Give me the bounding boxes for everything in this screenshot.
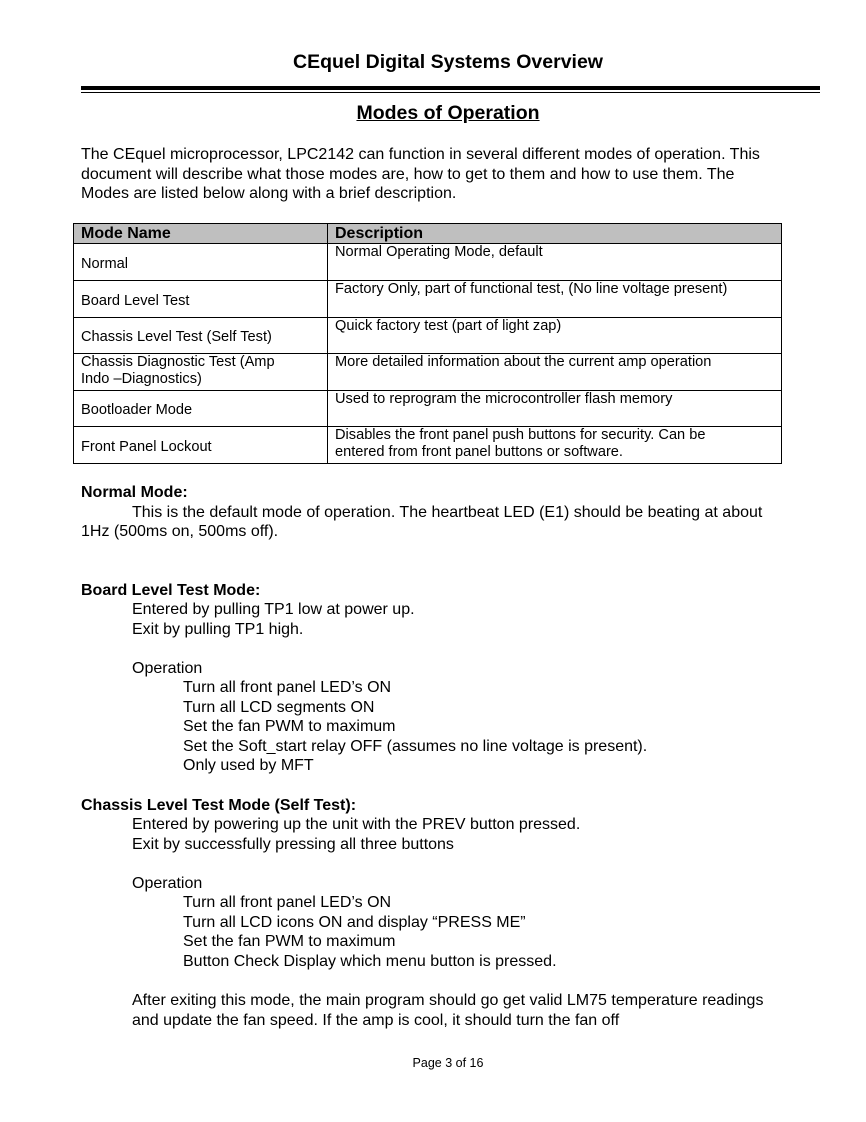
- intro-line: document will describe what those modes are, how to get to them and how to use them. The: [81, 165, 735, 183]
- board-operation-list: [183, 678, 647, 776]
- mode-description: Used to reprogram the microcontroller flash memory: [328, 391, 782, 427]
- operation-item: Button Check Display which menu button is pressed.: [183, 952, 557, 970]
- mode-name: [74, 354, 328, 391]
- text-line: Exit by successfully pressing all three buttons: [132, 835, 454, 853]
- table-header-row: [74, 224, 782, 244]
- table-row: [74, 281, 782, 318]
- normal-mode-text: 1Hz (500ms on, 500ms off).: [81, 523, 279, 540]
- text-line: Entered by powering up the unit with the PREV button pressed.: [132, 816, 581, 833]
- table-row: [74, 427, 782, 464]
- header-mode-name: Mode Name: [74, 224, 328, 244]
- operation-item: Turn all front panel LED’s ON: [183, 894, 392, 911]
- mode-name: Chassis Level Test (Self Test): [74, 318, 328, 354]
- mode-description: More detailed information about the current amp operation: [328, 354, 782, 391]
- board-test-heading: Board Level Test Mode:: [81, 582, 261, 599]
- mode-description: Normal Operating Mode, default: [328, 244, 782, 281]
- intro-line: The CEquel microprocessor, LPC2142 can function in several different modes of operation. This: [81, 146, 760, 163]
- header-description: Description: [328, 224, 782, 244]
- table-row: [74, 391, 782, 427]
- text-line: After exiting this mode, the main program should go get valid LM75 temperature readings: [132, 992, 764, 1009]
- mode-name-line: Chassis Diagnostic Test (Amp: [81, 354, 275, 370]
- chassis-test-entry: [132, 815, 580, 854]
- header-rule-thick: [81, 86, 820, 90]
- mode-name: Normal: [74, 244, 328, 281]
- mode-name: Bootloader Mode: [74, 391, 328, 427]
- mode-name: Front Panel Lockout: [74, 427, 328, 464]
- section-heading-text: Modes of Operation: [356, 102, 540, 124]
- board-test-entry: [132, 600, 415, 639]
- page-number: Page 3 of 16: [412, 1056, 484, 1070]
- mode-description: [328, 427, 782, 464]
- operation-item: Set the Soft_start relay OFF (assumes no line voltage is present).: [183, 737, 648, 755]
- text-line: Entered by pulling TP1 low at power up.: [132, 601, 415, 618]
- section-heading: [0, 102, 866, 125]
- modes-table: [73, 223, 782, 464]
- chassis-after-text: [132, 991, 763, 1030]
- mode-name-line: Indo –Diagnostics): [81, 371, 202, 387]
- table-row: [74, 318, 782, 354]
- board-operation-label: Operation: [132, 660, 203, 677]
- operation-item: Only used by MFT: [183, 757, 314, 774]
- operation-item: Turn all LCD segments ON: [183, 698, 375, 716]
- desc-line: entered from front panel buttons or software.: [335, 444, 623, 460]
- operation-item: Turn all front panel LED’s ON: [183, 679, 392, 696]
- chassis-operation-list: [183, 893, 557, 971]
- table-row: [74, 244, 782, 281]
- text-line: Exit by pulling TP1 high.: [132, 620, 304, 638]
- intro-paragraph: [81, 145, 760, 204]
- desc-line: Disables the front panel push buttons for security. Can be: [335, 427, 706, 443]
- document-title: CEquel Digital Systems Overview: [293, 51, 603, 73]
- mode-description: Quick factory test (part of light zap): [328, 318, 782, 354]
- table-row: [74, 354, 782, 391]
- operation-item: Set the fan PWM to maximum: [183, 933, 396, 950]
- chassis-test-heading: Chassis Level Test Mode (Self Test):: [81, 797, 357, 814]
- operation-item: Set the fan PWM to maximum: [183, 718, 396, 735]
- operation-item: Turn all LCD icons ON and display “PRESS ME”: [183, 913, 526, 931]
- normal-mode-heading: Normal Mode:: [81, 484, 188, 501]
- mode-name: Board Level Test: [74, 281, 328, 318]
- mode-description: Factory Only, part of functional test, (No line voltage present): [328, 281, 782, 318]
- text-line: and update the fan speed. If the amp is cool, it should turn the fan off: [132, 1011, 620, 1029]
- normal-mode-text: This is the default mode of operation. The heartbeat LED (E1) should be beating at about: [132, 504, 763, 521]
- header-rule-thin: [81, 92, 820, 93]
- intro-line: Modes are listed below along with a brief description.: [81, 185, 457, 202]
- chassis-operation-label: Operation: [132, 875, 203, 892]
